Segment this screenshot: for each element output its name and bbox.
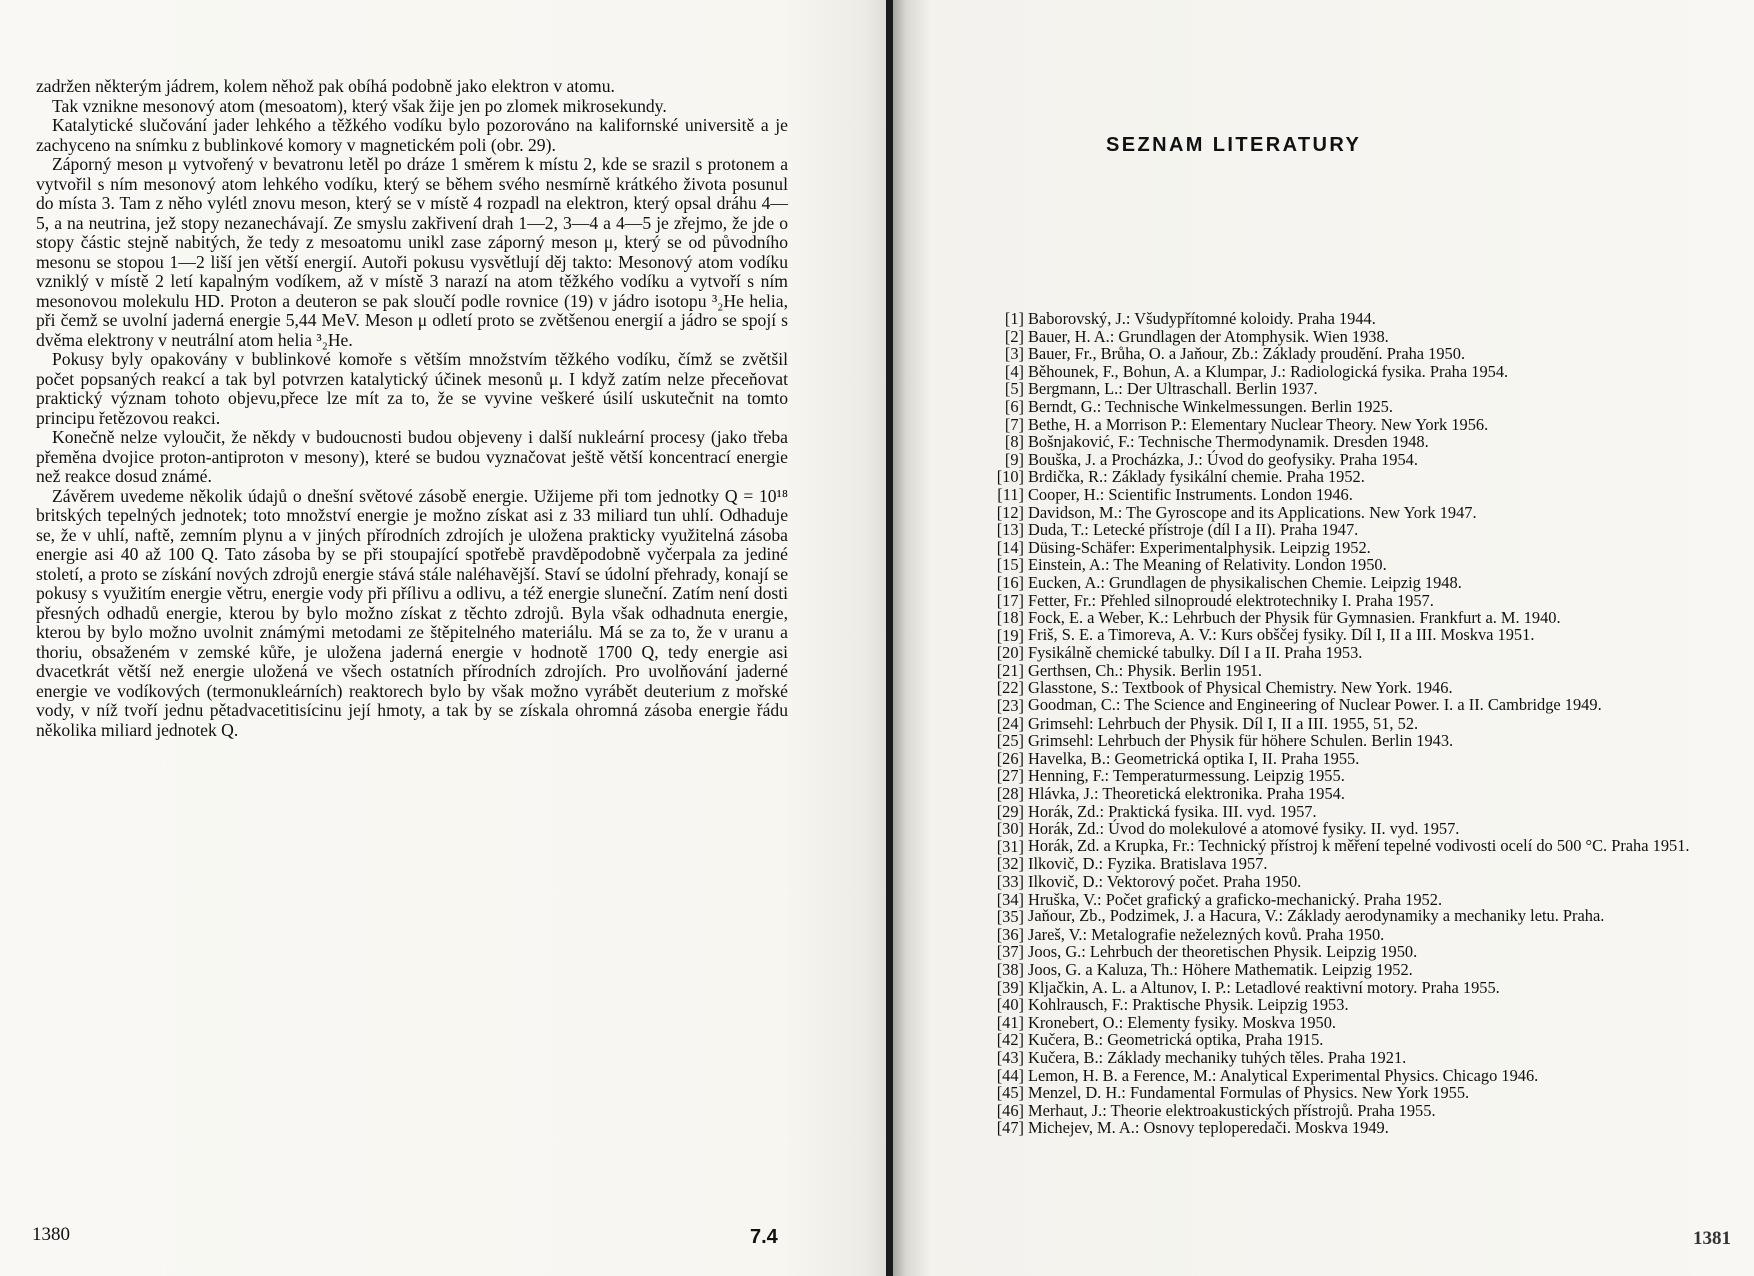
- page-number-left: 1380: [32, 1224, 70, 1245]
- reference-text: Michejev, M. A.: Osnovy teploperedači. Moskva 1949.: [1028, 1118, 1389, 1138]
- reference-number: [16]: [996, 572, 1024, 592]
- reference-number: [1]: [1004, 309, 1024, 328]
- reference-text: Einstein, A.: The Meaning of Relativity. London 1950.: [1028, 555, 1387, 575]
- reference-number: [8]: [1004, 432, 1024, 452]
- reference-item: [990, 1067, 1742, 1085]
- reference-item: [990, 380, 1742, 398]
- reference-text: Davidson, M.: The Gyroscope and its Applications. New York 1947.: [1028, 502, 1477, 522]
- reference-text: Joos, G. a Kaluza, Th.: Höhere Mathematik. Leipzig 1952.: [1028, 959, 1413, 979]
- reference-number: [41]: [996, 1012, 1024, 1032]
- reference-text: Gerthsen, Ch.: Physik. Berlin 1951.: [1028, 660, 1263, 680]
- reference-item: [990, 433, 1742, 451]
- reference-number: [34]: [996, 889, 1024, 909]
- reference-item: [990, 732, 1742, 750]
- reference-item: [990, 624, 1742, 645]
- reference-number: [6]: [1004, 396, 1024, 416]
- reference-item: [990, 1102, 1742, 1120]
- reference-item: [990, 328, 1742, 346]
- reference-number: [22]: [996, 678, 1024, 698]
- reference-item: [990, 398, 1742, 416]
- reference-number: [37]: [996, 942, 1024, 962]
- reference-number: [33]: [996, 872, 1024, 891]
- reference-number: [23]: [996, 696, 1024, 716]
- reference-item: [990, 803, 1742, 821]
- page-number-right: 1381: [1693, 1228, 1731, 1249]
- reference-text: Hruška, V.: Počet grafický a graficko-mechanický. Praha 1952.: [1028, 889, 1443, 909]
- reference-number: [27]: [996, 766, 1024, 786]
- reference-number: [47]: [996, 1118, 1024, 1138]
- reference-number: [44]: [996, 1065, 1024, 1085]
- reference-item: [990, 556, 1742, 574]
- reference-text: Bauer, Fr., Brůha, O. a Jaňour, Zb.: Základy proudění. Praha 1950.: [1028, 344, 1466, 364]
- reference-number: [43]: [996, 1047, 1024, 1067]
- paragraph: zadržen některým jádrem, kolem něhož pak obíhá podobně jako elektron v atomu.: [36, 76, 615, 96]
- reference-text: Havelka, B.: Geometrická optika I, II. Praha 1955.: [1028, 748, 1360, 768]
- reference-text: Kučera, B.: Základy mechaniky tuhých těles. Praha 1921.: [1028, 1047, 1407, 1067]
- reference-number: [3]: [1004, 344, 1024, 364]
- reference-item: [990, 592, 1742, 610]
- reference-text: Běhounek, F., Bohun, A. a Klumpar, J.: Radiologická fysika. Praha 1954.: [1028, 361, 1509, 381]
- reference-number: [26]: [996, 748, 1024, 768]
- reference-item: [990, 486, 1742, 504]
- reference-number: [38]: [996, 959, 1024, 979]
- reference-number: [2]: [1004, 326, 1024, 346]
- paragraph: Závěrem uvedeme několik údajů o dnešní světové zásobě energie. Užijeme při tom jednotky Q = 10¹⁸ britských tepelných jednotek; toto množství energie je možno získat asi z 33 miliard tun uhlí. Odhaduje se, že v uhlí, naftě, zemním plynu a v jiných přírodních zdrojích je uložena prakticky využitelná zásoba energie asi 40 až 100 Q. Tato zásoba by se při stoupající spotřebě pravděpodobně vyčerpala za jediné století, a proto se získání nových zdrojů energie stává stále naléhavější. Staví se údolní přehrady, konají se pokusy s využitím energie větru, energie vody při přílivu a odlivu, a též energie sluneční. Zatím není dosti přesných odhadů energie, kterou by bylo možno získat z těchto zdrojů. Byla však odhadnuta energie, kterou by bylo možno uvolnit známými metodami ze štěpitelného materiálu. Má se za to, že v uranu a thoriu, obsaženém v zemské kůře, je uložena jaderná energie v hodnotě 1700 Q, tedy energie asi dvacetkrát větší než energie uložená ve všech ostatních přírodních zdrojích. Pro uvolňování jaderné energie ve vodíkových (termonukleárních) reaktorech bylo by však možno vyrábět deuterium z mořské vody, v níž tvoří jednu pětadvacetitisícinu její hmoty, a tak by se získala ohromná zásoba energie řádu několika miliard jednotek Q.: [36, 485, 788, 740]
- reference-number: [46]: [996, 1100, 1024, 1120]
- reference-text: Menzel, D. H.: Fundamental Formulas of Physics. New York 1955.: [1028, 1083, 1470, 1103]
- reference-number: [24]: [996, 713, 1024, 733]
- reference-item: [990, 767, 1742, 785]
- reference-item: [990, 1084, 1742, 1102]
- reference-item: [990, 310, 1742, 328]
- reference-text: Jaňour, Zb., Podzimek, J. a Hacura, V.: Základy aerodynamiky a mechaniky letu. Praha.: [1028, 906, 1605, 926]
- reference-item: [990, 873, 1742, 891]
- reference-item: [990, 662, 1742, 680]
- reference-text: Bauer, H. A.: Grundlagen der Atomphysik. Wien 1938.: [1028, 326, 1389, 346]
- reference-number: [42]: [996, 1030, 1024, 1050]
- reference-number: [31]: [996, 836, 1024, 856]
- reference-number: [18]: [996, 608, 1024, 628]
- paragraph: Tak vznikne mesonový atom (mesoatom), který však žije jen po zlomek mikrosekundy.: [52, 95, 667, 116]
- reference-item: [990, 451, 1742, 469]
- section-number: 7.4: [750, 1226, 778, 1248]
- reference-list: [990, 310, 1742, 1137]
- reference-number: [20]: [996, 643, 1024, 663]
- reference-text: Kljačkin, A. L. a Altunov, I. P.: Letadlové reaktivní motory. Praha 1955.: [1028, 977, 1500, 997]
- reference-text: Horák, Zd.: Úvod do molekulové a atomové fysiky. II. vyd. 1957.: [1028, 819, 1460, 839]
- reference-item: [990, 943, 1742, 961]
- reference-text: Ilkovič, D.: Vektorový počet. Praha 1950.: [1028, 872, 1302, 891]
- reference-text: Eucken, A.: Grundlagen de physikalischen Chemie. Leipzig 1948.: [1028, 572, 1462, 592]
- reference-number: [36]: [996, 924, 1024, 944]
- reference-text: Bethe, H. a Morrison P.: Elementary Nuclear Theory. New York 1956.: [1028, 414, 1489, 434]
- reference-item: [990, 1049, 1742, 1067]
- reference-number: [14]: [996, 537, 1024, 557]
- reference-number: [11]: [997, 484, 1024, 504]
- reference-item: [990, 908, 1742, 926]
- reference-item: [990, 785, 1742, 803]
- body-text: [36, 77, 788, 740]
- reference-number: [40]: [996, 995, 1024, 1015]
- reference-number: [4]: [1004, 361, 1024, 381]
- reference-text: Berndt, G.: Technische Winkelmessungen. Berlin 1925.: [1028, 396, 1393, 416]
- reference-number: [39]: [996, 977, 1024, 997]
- reference-text: Bergmann, L.: Der Ultraschall. Berlin 1937.: [1028, 379, 1318, 399]
- reference-number: [21]: [996, 660, 1024, 680]
- reference-text: Lemon, H. B. a Ference, M.: Analytical Experimental Physics. Chicago 1946.: [1028, 1065, 1539, 1085]
- reference-item: [990, 1119, 1742, 1137]
- reference-text: Goodman, C.: The Science and Engineering of Nuclear Power. I. a II. Cambridge 1949.: [1028, 695, 1602, 715]
- reference-number: [7]: [1004, 414, 1024, 434]
- reference-item: [990, 979, 1742, 997]
- reference-text: Brdička, R.: Základy fysikální chemie. Praha 1952.: [1028, 467, 1365, 487]
- reference-text: Kohlrausch, F.: Praktische Physik. Leipzig 1953.: [1028, 995, 1349, 1015]
- reference-text: Kučera, B.: Geometrická optika, Praha 1915.: [1028, 1030, 1324, 1050]
- paragraph: Konečně nelze vyloučit, že někdy v budoucnosti budou objeveny i další nukleární procesy (jako třeba přeměna dvojice proton-antiproton v mesony), které se budou vyznačovat ještě větší koncentrací energie než reakce dosud známé.: [36, 427, 788, 486]
- reference-text: Hlávka, J.: Theoretická elektronika. Praha 1954.: [1028, 784, 1345, 804]
- reference-item: [990, 996, 1742, 1014]
- reference-text: Horák, Zd.: Praktická fysika. III. vyd. 1957.: [1028, 801, 1317, 821]
- reference-item: [990, 855, 1742, 873]
- paragraph: Záporný meson μ vytvořený v bevatronu letěl po dráze 1 směrem k místu 2, kde se srazil s protonem a vytvořil s ním mesonový atom lehkého vodíku, který se během svého nesmírně krátkého života posunul do místa 3. Tam z něho vylétl znovu meson, který se v místě 4 rozpadl na elektron, který opsal dráhu 4—5, a na neutrina, jež stopy nezanechávají. Ze smyslu zakřivení drah 1—2, 3—4 a 4—5 je zřejmo, že jde o stopy částic stejně nabitých, že tedy z mesoatomu unikl zase záporný meson μ, který se od původního mesonu se stopou 1—2 liší jen větší energií. Autoři pokusu vysvětlují děj takto: Mesonový atom vodíku vzniklý v místě 2 letí kapalným vodíkem, až v místě 3 narazí na atom těžkého vodíku a vytvoří s ním mesonovou molekulu HD. Proton a deuteron se pak sloučí podle rovnice (19) v jádro isotopu ³₂He helia, při čemž se uvolní jaderná energie 5,44 MeV. Meson μ odletí proto se zvětšenou energií a jádro se spojí s dvěma elektrony v neutrální atom helia ³₂He.: [36, 154, 788, 350]
- reference-number: [45]: [996, 1083, 1024, 1103]
- reference-text: Kronebert, O.: Elementy fysiky. Moskva 1950.: [1028, 1012, 1337, 1032]
- reference-item: [990, 750, 1742, 768]
- reference-text: Duda, T.: Letecké přístroje (díl I a II). Praha 1947.: [1028, 520, 1359, 540]
- reference-item: [990, 539, 1742, 557]
- reference-number: [17]: [996, 590, 1024, 610]
- reference-text: Jareš, V.: Metalografie neželezných kovů. Praha 1950.: [1028, 924, 1385, 944]
- book-spine: [886, 0, 893, 1276]
- reference-item: [990, 835, 1742, 856]
- reference-item: [990, 416, 1742, 434]
- reference-number: [29]: [996, 801, 1024, 821]
- reference-number: [13]: [996, 520, 1024, 540]
- reference-text: Fock, E. a Weber, K.: Lehrbuch der Physik für Gymnasien. Frankfurt a. M. 1940.: [1028, 608, 1561, 628]
- reference-text: Fysikálně chemické tabulky. Díl I a II. Praha 1953.: [1028, 643, 1363, 663]
- reference-number: [19]: [996, 625, 1024, 645]
- reference-text: Grimsehl: Lehrbuch der Physik für höhere Schulen. Berlin 1943.: [1028, 731, 1454, 751]
- reference-number: [9]: [1004, 449, 1024, 469]
- reference-item: [990, 961, 1742, 979]
- reference-item: [990, 345, 1742, 363]
- reference-number: [5]: [1004, 379, 1024, 399]
- reference-text: Ilkovič, D.: Fyzika. Bratislava 1957.: [1028, 854, 1268, 874]
- reference-number: [30]: [996, 819, 1024, 839]
- reference-text: Joos, G.: Lehrbuch der theoretischen Physik. Leipzig 1950.: [1028, 942, 1418, 962]
- reference-number: [32]: [996, 854, 1024, 874]
- reference-number: [10]: [996, 467, 1024, 487]
- reference-text: Bouška, J. a Procházka, J.: Úvod do geofysiky. Praha 1954.: [1028, 449, 1418, 469]
- reference-item: [990, 697, 1742, 715]
- reference-text: Grimsehl: Lehrbuch der Physik. Díl I, II a III. 1955, 51, 52.: [1028, 713, 1419, 733]
- reference-item: [990, 1031, 1742, 1049]
- reference-item: [990, 521, 1742, 539]
- reference-item: [990, 715, 1742, 733]
- paragraph: Katalytické slučování jader lehkého a těžkého vodíku bylo pozorováno na kalifornské universitě a je zachyceno na snímku z bublinkové komory v magnetickém poli (obr. 29).: [36, 115, 788, 155]
- bibliography-heading: SEZNAM LITERATURY: [1106, 134, 1362, 156]
- reference-number: [12]: [996, 502, 1024, 522]
- paragraph: Pokusy byly opakovány v bublinkové komoře s větším množstvím těžkého vodíku, čímž se zvětšil počet popsaných reakcí a tak byl potvrzen katalytický účinek mesonů μ. I když zatím nelze přeceňovat praktický význam tohoto objevu,přece lze mít za to, že se vyvine veškeré úsilí uskutečnit na tomto principu řetězovou reakci.: [36, 349, 788, 428]
- reference-text: Merhaut, J.: Theorie elektroakustických přístrojů. Praha 1955.: [1028, 1100, 1436, 1120]
- reference-text: Düsing-Schäfer: Experimentalphysik. Leipzig 1952.: [1028, 537, 1371, 557]
- reference-number: [35]: [996, 907, 1024, 927]
- reference-text: Friš, S. E. a Timoreva, A. V.: Kurs obščej fysiky. Díl I, II a III. Moskva 1951.: [1028, 624, 1535, 644]
- reference-text: Bošnjaković, F.: Technische Thermodynamik. Dresden 1948.: [1028, 432, 1429, 452]
- reference-item: [990, 926, 1742, 944]
- reference-text: Horák, Zd. a Krupka, Fr.: Technický přístroj k měření tepelné vodivosti ocelí do 500 °C. Praha 1951.: [1028, 835, 1690, 855]
- reference-text: Fetter, Fr.: Přehled silnoproudé elektrotechniky I. Praha 1957.: [1028, 590, 1434, 610]
- reference-item: [990, 363, 1742, 381]
- reference-text: Baborovský, J.: Všudypřítomné koloidy. Praha 1944.: [1028, 309, 1376, 328]
- reference-number: [28]: [996, 784, 1024, 804]
- reference-item: [990, 468, 1742, 486]
- reference-item: [990, 1014, 1742, 1032]
- reference-text: Cooper, H.: Scientific Instruments. London 1946.: [1028, 484, 1353, 504]
- reference-item: [990, 574, 1742, 592]
- reference-item: [990, 504, 1742, 522]
- reference-text: Glasstone, S.: Textbook of Physical Chemistry. New York. 1946.: [1028, 678, 1453, 698]
- reference-item: [990, 644, 1742, 662]
- reference-text: Henning, F.: Temperaturmessung. Leipzig 1955.: [1028, 766, 1345, 786]
- reference-number: [15]: [996, 555, 1024, 575]
- reference-number: [25]: [996, 731, 1024, 751]
